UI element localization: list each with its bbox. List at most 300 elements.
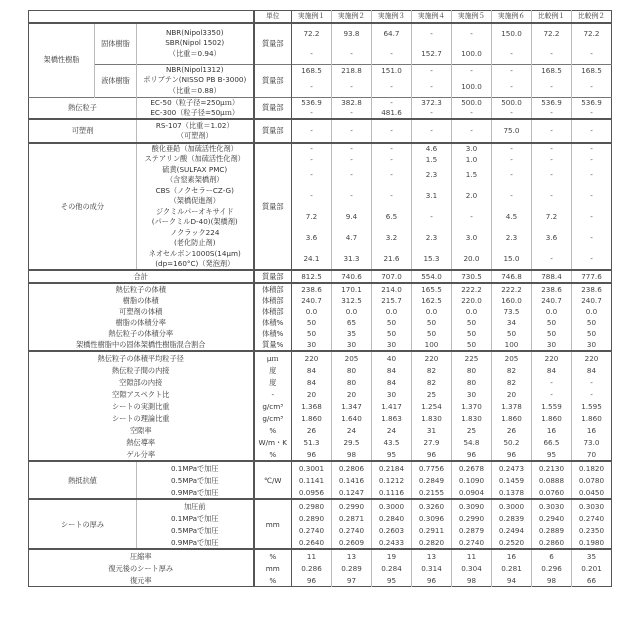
- value-cell: 100.0: [452, 77, 492, 98]
- value-cell: 95: [372, 448, 412, 461]
- item-names: [137, 227, 254, 248]
- value-cell: 0.3260: [412, 499, 452, 512]
- value-cell: 152.7: [412, 44, 452, 65]
- value-cell: 160.0: [492, 295, 532, 306]
- subgroup-liquid-resin: 液体樹脂: [95, 64, 137, 97]
- value-cell: -: [372, 154, 412, 164]
- value-cell: 222.2: [492, 283, 532, 295]
- value-cell: 0.284: [372, 562, 412, 574]
- unit-cell: -: [254, 388, 292, 400]
- value-cell: 1.860: [292, 412, 332, 424]
- value-cell: 72.2: [292, 23, 332, 44]
- row-label: 熱伝粒子の体積平均粒子径: [29, 351, 254, 364]
- value-cell: 73.5: [492, 306, 532, 317]
- value-cell: 0.296: [532, 562, 572, 574]
- column-header: 実施例１: [292, 11, 332, 23]
- value-cell: 26: [492, 424, 532, 436]
- value-cell: 0.2840: [372, 512, 412, 524]
- value-cell: 0.2889: [532, 524, 572, 536]
- value-cell: -: [372, 164, 412, 185]
- value-cell: 220: [532, 351, 572, 364]
- value-cell: 788.4: [532, 270, 572, 283]
- value-cell: -: [492, 143, 532, 154]
- value-cell: 72.2: [572, 23, 612, 44]
- value-cell: 500.0: [492, 97, 532, 108]
- value-cell: 0.1459: [492, 474, 532, 486]
- value-cell: -: [292, 143, 332, 154]
- group-sheet-thickness: シートの厚み: [29, 499, 137, 549]
- item-name: ステアリン酸（加硫活性化剤）: [137, 154, 253, 164]
- value-cell: 0.3096: [412, 512, 452, 524]
- value-cell: -: [332, 77, 372, 98]
- value-cell: 0.3090: [452, 499, 492, 512]
- item-name: （可塑剤）: [137, 131, 253, 141]
- table-row: [29, 562, 612, 574]
- table-row: [29, 412, 612, 424]
- unit-cell: %: [254, 424, 292, 436]
- table-row: [29, 400, 612, 412]
- value-cell: 0.1116: [372, 486, 412, 499]
- value-cell: 30: [452, 388, 492, 400]
- value-cell: 0.2184: [372, 461, 412, 474]
- value-cell: -: [572, 164, 612, 185]
- value-cell: -: [572, 388, 612, 400]
- value-cell: 312.5: [332, 295, 372, 306]
- value-cell: 0.0450: [572, 486, 612, 499]
- value-cell: 238.6: [572, 283, 612, 295]
- value-cell: -: [572, 227, 612, 248]
- unit-header: 単位: [254, 11, 292, 23]
- value-cell: 151.0: [372, 64, 412, 77]
- condition-label: 0.9MPaで加圧: [137, 536, 254, 549]
- value-cell: 240.7: [532, 295, 572, 306]
- value-cell: 96: [292, 448, 332, 461]
- unit-cell: %: [254, 549, 292, 562]
- value-cell: -: [372, 119, 412, 143]
- value-cell: -: [492, 185, 532, 206]
- unit-cell: 体積部: [254, 295, 292, 306]
- value-cell: -: [332, 119, 372, 143]
- value-cell: 0.2740: [452, 536, 492, 549]
- value-cell: 0.2678: [452, 461, 492, 474]
- table-row: [29, 328, 612, 339]
- value-cell: 15.3: [412, 248, 452, 270]
- value-cell: -: [452, 206, 492, 227]
- data-table-container: [28, 10, 611, 587]
- value-cell: 0.0: [532, 306, 572, 317]
- value-cell: 82: [412, 364, 452, 376]
- value-cell: 238.6: [532, 283, 572, 295]
- value-cell: -: [572, 143, 612, 154]
- row-label: 熱伝導率: [29, 436, 254, 448]
- value-cell: 0.2849: [412, 474, 452, 486]
- value-cell: 100: [492, 339, 532, 351]
- value-cell: 96: [412, 448, 452, 461]
- value-cell: 0.0780: [572, 474, 612, 486]
- value-cell: 0.1378: [492, 486, 532, 499]
- item-names: [137, 154, 254, 164]
- value-cell: -: [572, 77, 612, 98]
- value-cell: -: [372, 44, 412, 65]
- unit-cell: g/cm³: [254, 400, 292, 412]
- table-row: [29, 461, 612, 474]
- value-cell: 65: [332, 317, 372, 328]
- value-cell: -: [332, 143, 372, 154]
- value-cell: 0.2740: [332, 524, 372, 536]
- item-name: (老化防止剤): [137, 238, 253, 248]
- unit-cell: mm: [254, 499, 292, 549]
- value-cell: 0.281: [492, 562, 532, 574]
- value-cell: -: [412, 119, 452, 143]
- value-cell: -: [492, 154, 532, 164]
- value-cell: -: [412, 108, 452, 119]
- value-cell: 93.8: [332, 23, 372, 44]
- value-cell: -: [572, 44, 612, 65]
- value-cell: 0.2990: [332, 499, 372, 512]
- value-cell: 222.2: [452, 283, 492, 295]
- value-cell: 0.2520: [492, 536, 532, 549]
- item-names: [137, 97, 254, 119]
- value-cell: 4.7: [332, 227, 372, 248]
- table-row: [29, 364, 612, 376]
- value-cell: 20.0: [452, 248, 492, 270]
- value-cell: 11: [452, 549, 492, 562]
- value-cell: 205: [492, 351, 532, 364]
- unit-cell: 体積%: [254, 328, 292, 339]
- value-cell: 80: [332, 376, 372, 388]
- value-cell: 95: [532, 448, 572, 461]
- unit-cell: %: [254, 574, 292, 587]
- table-row: [29, 376, 612, 388]
- item-name: NBR(Nipol3350): [137, 28, 253, 38]
- value-cell: 43.5: [372, 436, 412, 448]
- value-cell: 1.860: [532, 412, 572, 424]
- value-cell: 746.8: [492, 270, 532, 283]
- column-header: 比較例２: [572, 11, 612, 23]
- column-header: 実施例５: [452, 11, 492, 23]
- value-cell: 0.2860: [532, 536, 572, 549]
- value-cell: 1.860: [492, 412, 532, 424]
- value-cell: 98: [452, 574, 492, 587]
- value-cell: 220: [412, 351, 452, 364]
- value-cell: 0.1212: [372, 474, 412, 486]
- item-names: [137, 185, 254, 206]
- value-cell: 80: [452, 364, 492, 376]
- value-cell: 0.3001: [292, 461, 332, 474]
- value-cell: 80: [332, 364, 372, 376]
- value-cell: 50: [492, 328, 532, 339]
- value-cell: -: [452, 108, 492, 119]
- value-cell: 96: [452, 448, 492, 461]
- condition-label: 0.1MPaで加圧: [137, 461, 254, 474]
- value-cell: 554.0: [412, 270, 452, 283]
- table-row: [29, 339, 612, 351]
- value-cell: 50: [452, 317, 492, 328]
- value-cell: 0.2890: [292, 512, 332, 524]
- value-cell: 240.7: [572, 295, 612, 306]
- unit-cell: 質量部: [254, 23, 292, 65]
- item-name: EC-300（粒子径=50μｍ）: [137, 108, 253, 118]
- value-cell: -: [452, 64, 492, 77]
- value-cell: 0.3030: [572, 499, 612, 512]
- value-cell: 97: [332, 574, 372, 587]
- value-cell: 0.2603: [372, 524, 412, 536]
- value-cell: 0.2879: [452, 524, 492, 536]
- value-cell: 0.2640: [292, 536, 332, 549]
- value-cell: 84: [532, 364, 572, 376]
- item-name: SBR(Nipol 1502): [137, 38, 253, 48]
- value-cell: 80: [452, 376, 492, 388]
- value-cell: 1.370: [452, 400, 492, 412]
- column-header: 実施例４: [412, 11, 452, 23]
- value-cell: 536.9: [572, 97, 612, 108]
- value-cell: 82: [492, 376, 532, 388]
- value-cell: 66: [572, 574, 612, 587]
- value-cell: -: [492, 64, 532, 77]
- row-label: ゲル分率: [29, 448, 254, 461]
- value-cell: 84: [292, 376, 332, 388]
- table-row: [29, 388, 612, 400]
- row-label: 熱伝粒子間の内接: [29, 364, 254, 376]
- value-cell: 0.3000: [372, 499, 412, 512]
- value-cell: 0.0904: [452, 486, 492, 499]
- value-cell: 21.6: [372, 248, 412, 270]
- value-cell: 24: [332, 424, 372, 436]
- value-cell: 0.0956: [292, 486, 332, 499]
- value-cell: 50.2: [492, 436, 532, 448]
- value-cell: 40: [372, 351, 412, 364]
- row-label: 樹脂の体積: [29, 295, 254, 306]
- value-cell: -: [532, 376, 572, 388]
- value-cell: 0.2871: [332, 512, 372, 524]
- table-row: [29, 424, 612, 436]
- value-cell: 66.5: [532, 436, 572, 448]
- item-name: （含窒素架橋剤）: [137, 175, 253, 185]
- value-cell: 26: [292, 424, 332, 436]
- value-cell: 0.2473: [492, 461, 532, 474]
- value-cell: 0.0: [292, 306, 332, 317]
- value-cell: 1.378: [492, 400, 532, 412]
- table-row: [29, 23, 612, 44]
- value-cell: 0.1141: [292, 474, 332, 486]
- item-name: （架橋促進剤）: [137, 196, 253, 206]
- item-name: RS-107（比重＝1.02）: [137, 121, 253, 131]
- table-row: [29, 270, 612, 283]
- value-cell: 31: [412, 424, 452, 436]
- value-cell: 2.0: [452, 185, 492, 206]
- value-cell: 1.640: [332, 412, 372, 424]
- item-name: （比重＝0.94）: [137, 49, 253, 59]
- value-cell: 82: [492, 364, 532, 376]
- value-cell: 0.2820: [412, 536, 452, 549]
- value-cell: 0.2980: [292, 499, 332, 512]
- value-cell: 220.0: [452, 295, 492, 306]
- column-header: 比較例１: [532, 11, 572, 23]
- value-cell: 0.2990: [452, 512, 492, 524]
- value-cell: 0.2494: [492, 524, 532, 536]
- value-cell: 0.304: [452, 562, 492, 574]
- unit-cell: 質量部: [254, 270, 292, 283]
- value-cell: 0.2350: [572, 524, 612, 536]
- value-cell: 225: [452, 351, 492, 364]
- value-cell: 96: [292, 574, 332, 587]
- value-cell: 16: [532, 424, 572, 436]
- value-cell: 0.289: [332, 562, 372, 574]
- value-cell: 214.0: [372, 283, 412, 295]
- value-cell: 0.2911: [412, 524, 452, 536]
- value-cell: -: [572, 248, 612, 270]
- value-cell: -: [332, 185, 372, 206]
- value-cell: 220: [292, 351, 332, 364]
- unit-cell: 質量部: [254, 143, 292, 270]
- item-names: [137, 143, 254, 154]
- value-cell: 150.0: [492, 23, 532, 44]
- value-cell: 0.0: [572, 306, 612, 317]
- value-cell: 72.2: [532, 23, 572, 44]
- value-cell: 3.2: [372, 227, 412, 248]
- value-cell: 777.6: [572, 270, 612, 283]
- value-cell: 240.7: [292, 295, 332, 306]
- condition-label: 0.5MPaで加圧: [137, 474, 254, 486]
- value-cell: -: [492, 108, 532, 119]
- value-cell: -: [572, 119, 612, 143]
- value-cell: 0.2806: [332, 461, 372, 474]
- value-cell: -: [292, 185, 332, 206]
- value-cell: 84: [372, 376, 412, 388]
- value-cell: 50: [572, 328, 612, 339]
- item-name: (dp=160°C)（発泡剤）: [137, 259, 253, 269]
- value-cell: 84: [372, 364, 412, 376]
- value-cell: 7.2: [292, 206, 332, 227]
- value-cell: -: [292, 164, 332, 185]
- value-cell: 205: [332, 351, 372, 364]
- value-cell: 98: [532, 574, 572, 587]
- column-header: 実施例３: [372, 11, 412, 23]
- value-cell: 2.3: [492, 227, 532, 248]
- value-cell: -: [532, 185, 572, 206]
- value-cell: 50: [292, 317, 332, 328]
- value-cell: -: [372, 143, 412, 154]
- value-cell: 64.7: [372, 23, 412, 44]
- value-cell: 0.1090: [452, 474, 492, 486]
- table-row: [29, 97, 612, 108]
- total-label: 合計: [29, 270, 254, 283]
- value-cell: -: [572, 108, 612, 119]
- row-label: 圧縮率: [29, 549, 254, 562]
- value-cell: 0.0: [452, 306, 492, 317]
- value-cell: 812.5: [292, 270, 332, 283]
- value-cell: 96: [492, 448, 532, 461]
- value-cell: 0.3000: [492, 499, 532, 512]
- item-name: EC-50（粒子径=250μｍ）: [137, 98, 253, 108]
- value-cell: -: [292, 108, 332, 119]
- value-cell: 3.0: [452, 143, 492, 154]
- value-cell: -: [332, 44, 372, 65]
- value-cell: 27.9: [412, 436, 452, 448]
- value-cell: 0.0: [412, 306, 452, 317]
- value-cell: 536.9: [292, 97, 332, 108]
- value-cell: 50: [412, 317, 452, 328]
- value-cell: 4.5: [492, 206, 532, 227]
- table-row: [29, 351, 612, 364]
- value-cell: 50: [372, 317, 412, 328]
- value-cell: 24: [372, 424, 412, 436]
- value-cell: 1.595: [572, 400, 612, 412]
- value-cell: -: [332, 164, 372, 185]
- value-cell: -: [572, 154, 612, 164]
- value-cell: 25: [412, 388, 452, 400]
- group-crosslink-resin: 架橋性樹脂: [29, 23, 95, 98]
- value-cell: 25: [452, 424, 492, 436]
- value-cell: 1.863: [372, 412, 412, 424]
- value-cell: 20: [292, 388, 332, 400]
- column-header: 実施例２: [332, 11, 372, 23]
- value-cell: 98: [332, 448, 372, 461]
- value-cell: 220: [572, 351, 612, 364]
- value-cell: 0.2609: [332, 536, 372, 549]
- value-cell: 730.5: [452, 270, 492, 283]
- value-cell: -: [532, 44, 572, 65]
- value-cell: 82: [412, 376, 452, 388]
- value-cell: 218.8: [332, 64, 372, 77]
- group-plasticizer: 可塑剤: [29, 119, 137, 143]
- item-name: ネオセルボン1000S(14μm): [137, 249, 253, 259]
- value-cell: 0.2740: [572, 512, 612, 524]
- value-cell: 0.1820: [572, 461, 612, 474]
- value-cell: 372.3: [412, 97, 452, 108]
- unit-cell: 度: [254, 376, 292, 388]
- value-cell: 0.0: [372, 306, 412, 317]
- table-row: [29, 64, 612, 77]
- group-thermal-resistance: 熱抵抗値: [29, 461, 137, 499]
- value-cell: -: [412, 206, 452, 227]
- value-cell: 500.0: [452, 97, 492, 108]
- value-cell: 11: [292, 549, 332, 562]
- value-cell: 73.0: [572, 436, 612, 448]
- item-name: ジクミルパーオキサイド: [137, 207, 253, 217]
- value-cell: 50: [532, 317, 572, 328]
- value-cell: 30: [532, 339, 572, 351]
- value-cell: 96: [412, 574, 452, 587]
- value-cell: 168.5: [572, 64, 612, 77]
- value-cell: 1.5: [452, 164, 492, 185]
- item-name: (パークミルD-40)(架橋剤): [137, 217, 253, 227]
- value-cell: 75.0: [492, 119, 532, 143]
- unit-cell: mm: [254, 562, 292, 574]
- value-cell: 9.4: [332, 206, 372, 227]
- value-cell: 0.2740: [292, 524, 332, 536]
- value-cell: 29.5: [332, 436, 372, 448]
- row-label: 空隙部の内接: [29, 376, 254, 388]
- value-cell: -: [372, 97, 412, 108]
- item-names: [137, 23, 254, 65]
- value-cell: 165.5: [412, 283, 452, 295]
- value-cell: -: [372, 77, 412, 98]
- value-cell: -: [532, 164, 572, 185]
- value-cell: 13: [332, 549, 372, 562]
- value-cell: 24.1: [292, 248, 332, 270]
- table-row: [29, 549, 612, 562]
- value-cell: 35: [332, 328, 372, 339]
- value-cell: 100: [412, 339, 452, 351]
- value-cell: 51.3: [292, 436, 332, 448]
- value-cell: 30: [292, 339, 332, 351]
- value-cell: -: [452, 23, 492, 44]
- value-cell: 30: [372, 388, 412, 400]
- value-cell: 1.347: [332, 400, 372, 412]
- experiment-table: [28, 10, 612, 587]
- value-cell: -: [532, 388, 572, 400]
